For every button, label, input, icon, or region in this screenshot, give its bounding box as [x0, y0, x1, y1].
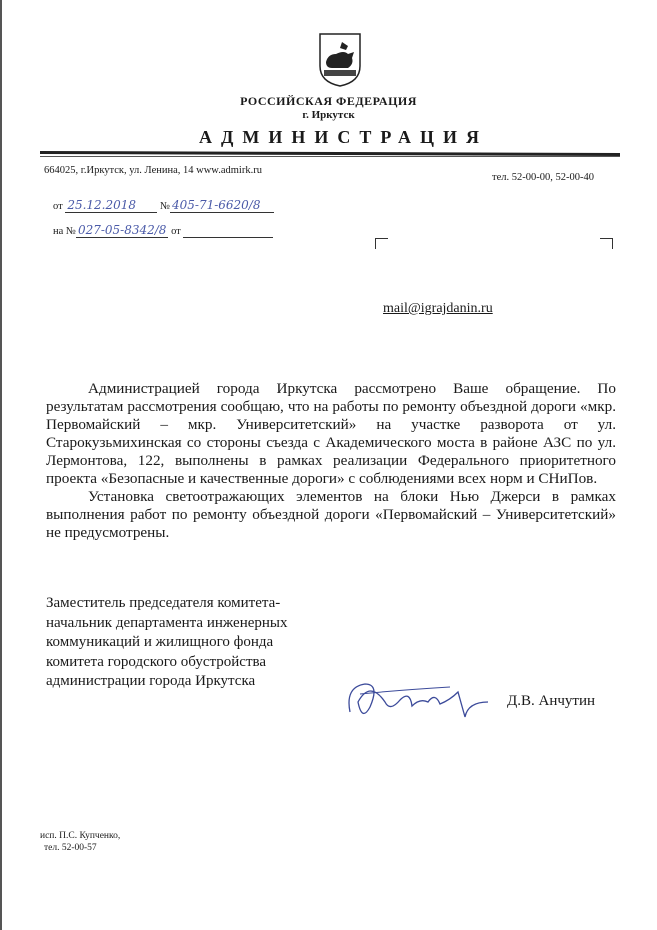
body-paragraph: Администрацией города Иркутска рассмотрено Ваше обращение. По результатам рассмотрения сообщаю, что на работы по ремонту объездной дороги «мкр. Первомайский – мкр. Университетский» на участке разворота от ул. Старокузьмихинская со стороны съезда с Академического моста в районе АЗС по ул. Лермонтова, 122, выполнены в рамках реализации Федерального приоритетного проекта «Безопасные и качественные дороги» с соблюдениями всех норм и СНиПов.: [46, 380, 616, 487]
recipient-email: mail@igrajdanin.ru: [383, 301, 493, 316]
position-line: Заместитель председателя комитета-: [46, 595, 281, 611]
country-name: РОССИЙСКАЯ ФЕДЕРАЦИЯ: [240, 94, 417, 108]
letter-body: [46, 380, 616, 542]
irkutsk-coat-of-arms-icon: [318, 32, 362, 88]
reply-date-blank: [183, 225, 273, 238]
executor-name: исп. П.С. Купченко,: [40, 831, 121, 841]
city-name: г. Иркутск: [302, 109, 355, 121]
outgoing-reference: [53, 198, 274, 213]
organization-title: АДМИНИСТРАЦИЯ: [198, 127, 489, 147]
address: 664025, г.Иркутск, ул. Ленина, 14 www.admirk.ru: [44, 165, 262, 176]
signatory-position: [46, 594, 288, 692]
incoming-reference: [53, 223, 273, 238]
reply-from-label: от: [171, 226, 181, 237]
header-divider-thin: [40, 156, 620, 157]
number-label: №: [159, 201, 170, 212]
signatory-name: Д.В. Анчутин: [507, 693, 596, 709]
letter-date: 25.12.2018: [65, 198, 157, 213]
reply-label: на №: [53, 226, 76, 237]
address-corner-left: [375, 238, 388, 249]
position-line: коммуникаций и жилищного фонда: [46, 634, 274, 650]
position-line: администрации города Иркутска: [46, 673, 256, 689]
executor-phone: тел. 52-00-57: [44, 843, 97, 853]
address-corner-right: [600, 238, 613, 249]
from-label: от: [53, 201, 63, 212]
body-paragraph: Установка светоотражающих элементов на блоки Нью Джерси в рамках выполнения работ по ремонту объездной дороги «Первомайский – Университетский» не предусмотрены.: [46, 488, 616, 541]
position-line: начальник департамента инженерных: [46, 614, 288, 631]
phones: тел. 52-00-00, 52-00-40: [492, 172, 594, 183]
handwritten-signature: [340, 672, 490, 732]
letter-number: 405-71-6620/8: [170, 198, 274, 213]
reply-number: 027-05-8342/8: [77, 223, 167, 237]
executor-info: [40, 830, 120, 854]
position-line: комитета городского обустройства: [46, 653, 267, 670]
